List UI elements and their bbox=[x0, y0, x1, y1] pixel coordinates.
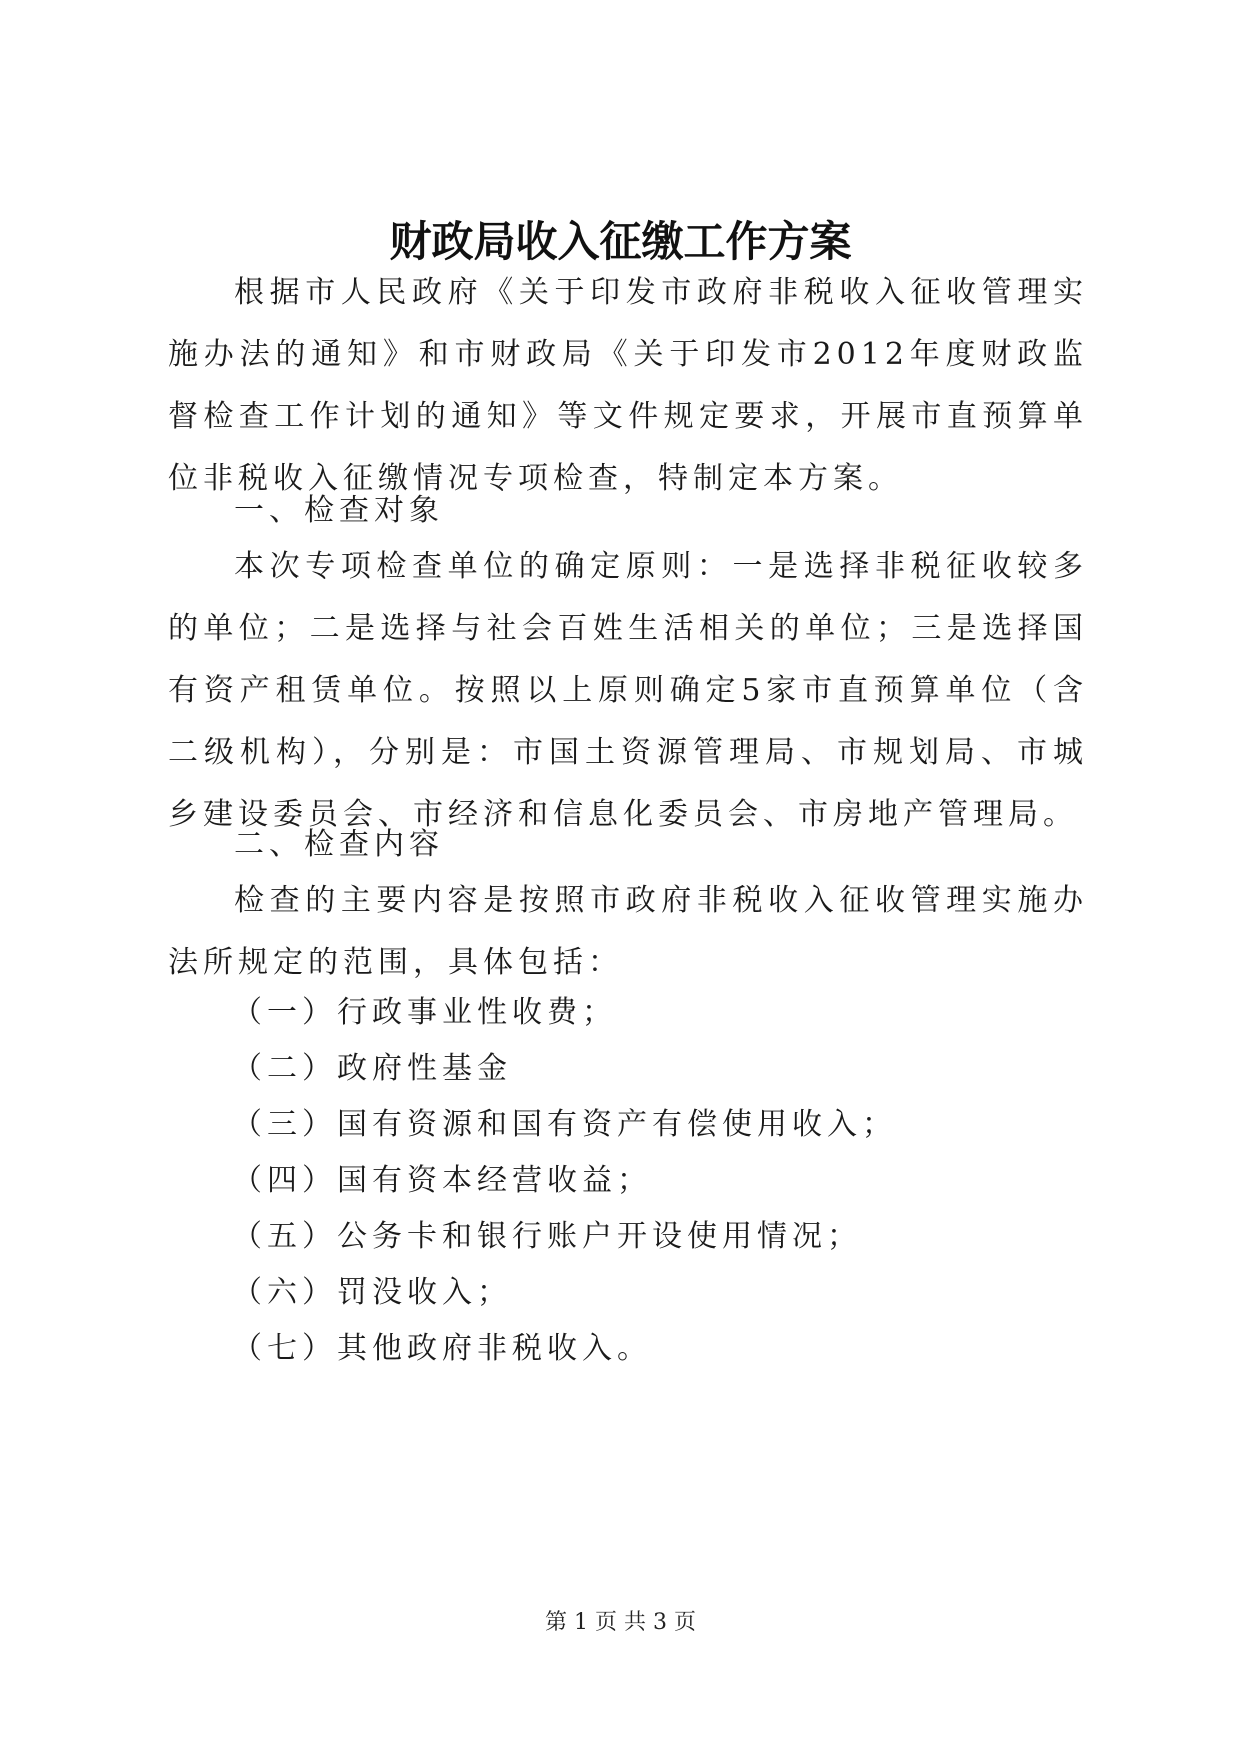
page-number-footer: 第 1 页 共 3 页 bbox=[545, 1610, 696, 1635]
list-item: （七）其他政府非税收入。 bbox=[232, 1331, 652, 1366]
list-item: （一）行政事业性收费； bbox=[232, 995, 617, 1030]
list-item: （六）罚没收入； bbox=[232, 1275, 512, 1310]
list-item: （五）公务卡和银行账户开设使用情况； bbox=[232, 1219, 862, 1254]
section-heading-2: 二、检查内容 bbox=[234, 827, 444, 862]
section-heading-1: 一、检查对象 bbox=[234, 493, 444, 528]
list-item: （三）国有资源和国有资产有偿使用收入； bbox=[232, 1107, 897, 1142]
intro-paragraph: 根据市人民政府《关于印发市政府非税收入征收管理实施办法的通知》和市财政局《关于印发市2012年度财政监督检查工作计划的通知》等文件规定要求，开展市直预算单位非税收入征缴情况专项检查，特制定本方案。 bbox=[168, 275, 1088, 496]
section1-paragraph: 本次专项检查单位的确定原则：一是选择非税征收较多的单位；二是选择与社会百姓生活相关的单位；三是选择国有资产租赁单位。按照以上原则确定5家市直预算单位（含二级机构），分别是：市国土资源管理局、市规划局、市城乡建设委员会、市经济和信息化委员会、市房地产管理局。 bbox=[168, 549, 1088, 832]
list-item: （二）政府性基金 bbox=[232, 1051, 512, 1086]
list-item: （四）国有资本经营收益； bbox=[232, 1163, 652, 1198]
section2-paragraph: 检查的主要内容是按照市政府非税收入征收管理实施办法所规定的范围，具体包括： bbox=[168, 883, 1088, 980]
document-title: 财政局收入征缴工作方案 bbox=[389, 217, 852, 266]
